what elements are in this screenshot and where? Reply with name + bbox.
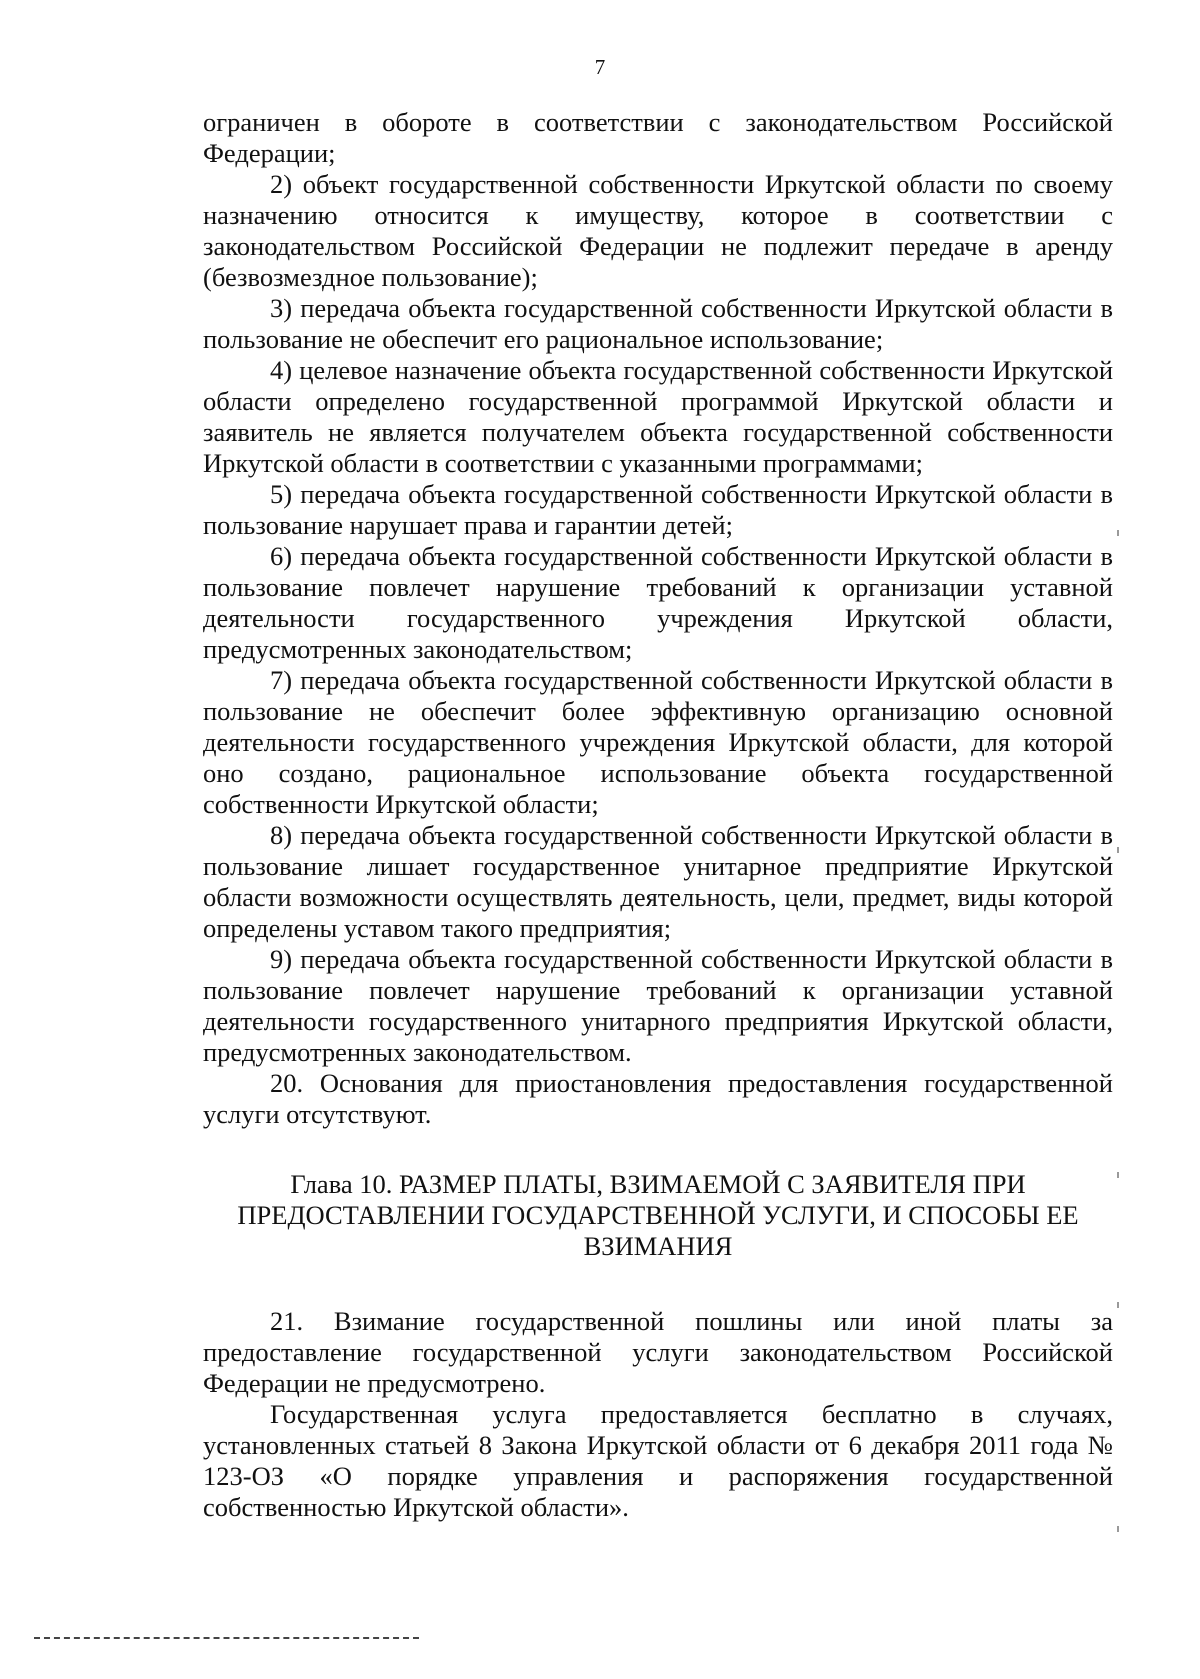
scan-speck: [1117, 530, 1119, 536]
scan-speck: [1117, 1526, 1119, 1532]
paragraphs-before-heading: [203, 107, 1113, 1130]
bottom-dashed-rule: [34, 1637, 419, 1639]
paragraph: 5) передача объекта государственной собственности Иркутской области в пользование нарушает права и гарантии детей;: [203, 479, 1113, 540]
scan-speck: [1117, 1172, 1119, 1178]
paragraph: 7) передача объекта государственной собственности Иркутской области в пользование не обеспечит более эффективную организацию основной деятельности государственного учреждения Иркутской области, для которой оно создано, рациональное использование объекта государственной собственности Иркутской области;: [203, 665, 1113, 819]
page-number: 7: [594, 55, 606, 79]
paragraph: ограничен в обороте в соответствии с законодательством Российской Федерации;: [203, 107, 1113, 168]
chapter-heading: Глава 10. РАЗМЕР ПЛАТЫ, ВЗИМАЕМОЙ С ЗАЯВИТЕЛЯ ПРИ ПРЕДОСТАВЛЕНИИ ГОСУДАРСТВЕННОЙ УСЛУГИ, И СПОСОБЫ ЕЕ ВЗИМАНИЯ: [237, 1169, 1079, 1261]
document-body: [203, 107, 1113, 1523]
paragraph: 4) целевое назначение объекта государственной собственности Иркутской области определено государственной программой Иркутской области и заявитель не является получателем объекта государственной собственности Иркутской области в соответствии с указанными программами;: [203, 355, 1113, 478]
paragraph: 20. Основания для приостановления предоставления государственной услуги отсутствуют.: [203, 1068, 1113, 1129]
paragraph: Государственная услуга предоставляется бесплатно в случаях, установленных статьей 8 Закона Иркутской области от 6 декабря 2011 года № 123-ОЗ «О порядке управления и распоряжения государственной собственностью Иркутской области».: [203, 1399, 1113, 1522]
paragraph: 21. Взимание государственной пошлины или иной платы за предоставление государственной услуги законодательством Российской Федерации не предусмотрено.: [203, 1306, 1113, 1398]
paragraph: 9) передача объекта государственной собственности Иркутской области в пользование повлечет нарушение требований к организации уставной деятельности государственного унитарного предприятия Иркутской области, предусмотренных законодательством.: [203, 944, 1113, 1067]
paragraph: 6) передача объекта государственной собственности Иркутской области в пользование повлечет нарушение требований к организации уставной деятельности государственного учреждения Иркутской области, предусмотренных законодательством;: [203, 541, 1113, 664]
paragraph: 8) передача объекта государственной собственности Иркутской области в пользование лишает государственное унитарное предприятие Иркутской области возможности осуществлять деятельность, цели, предмет, виды которой определены уставом такого предприятия;: [203, 820, 1113, 943]
scan-speck: [1117, 1302, 1119, 1308]
paragraphs-after-heading: [203, 1306, 1113, 1523]
scan-speck: [1117, 847, 1119, 853]
paragraph: 3) передача объекта государственной собственности Иркутской области в пользование не обеспечит его рациональное использование;: [203, 293, 1113, 354]
paragraph: 2) объект государственной собственности Иркутской области по своему назначению относится к имуществу, которое в соответствии с законодательством Российской Федерации не подлежит передаче в аренду (безвозмездное пользование);: [203, 169, 1113, 292]
